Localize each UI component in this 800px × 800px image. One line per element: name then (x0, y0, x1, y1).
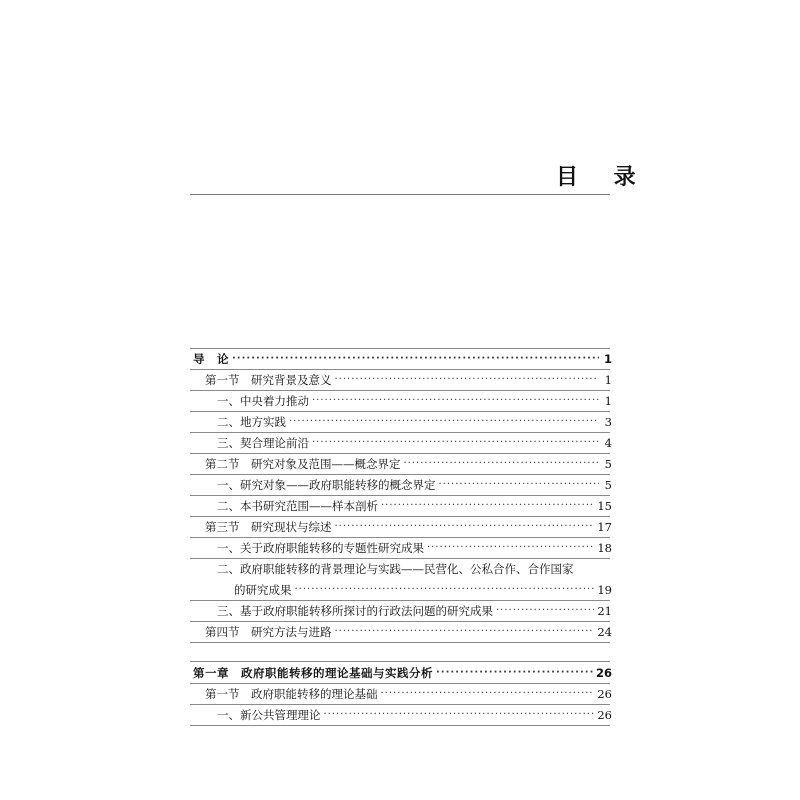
toc-page: 26 (597, 687, 612, 701)
toc-entry-section-4[interactable] (205, 621, 612, 639)
toc-entry-2-2[interactable] (217, 495, 612, 513)
toc-label: 第一节 政府职能转移的理论基础 (205, 687, 378, 701)
divider (190, 725, 610, 726)
toc-entry-section-3[interactable] (205, 516, 612, 534)
toc-page: 18 (597, 541, 612, 555)
toc-label: 第一章 政府职能转移的理论基础与实践分析 (193, 666, 433, 680)
leader-dots (335, 625, 595, 639)
leader-dots (439, 478, 600, 492)
leader-dots (324, 708, 595, 722)
leader-dots (381, 687, 595, 701)
leader-dots (381, 499, 594, 513)
leader-dots (404, 457, 600, 471)
toc-page: 1 (604, 394, 612, 408)
toc-label: 二、本书研究范围——样本剖析 (217, 499, 378, 513)
toc-page: 21 (597, 604, 612, 618)
toc-label: 第三节 研究现状与综述 (205, 520, 332, 534)
leader-dots (289, 415, 599, 429)
toc-entry-ch1-section-1[interactable] (205, 683, 612, 701)
toc-entry-3-3[interactable] (217, 600, 612, 618)
leader-dots (232, 352, 599, 366)
toc-entry-3-1[interactable] (217, 537, 612, 555)
toc-page: 5 (604, 478, 612, 492)
toc-entry-1-2[interactable] (217, 411, 612, 429)
toc-label: 导 论 (193, 352, 229, 366)
toc-entry-1-1[interactable] (217, 390, 612, 408)
toc-page: 1 (603, 352, 612, 366)
toc-entry-chapter-1[interactable] (193, 662, 612, 680)
toc-label: 二、政府职能转移的背景理论与实践——民营化、公私合作、合作国家 (217, 562, 574, 576)
toc-label-continued: 的研究成果 (234, 583, 292, 597)
toc-entry-intro[interactable] (193, 348, 612, 366)
toc-label: 第四节 研究方法与进路 (205, 625, 332, 639)
toc-label: 一、新公共管理理论 (217, 708, 321, 722)
toc-page: 19 (597, 583, 612, 597)
toc-label: 第一节 研究背景及意义 (205, 373, 332, 387)
toc-label: 第二节 研究对象及范围——概念界定 (205, 457, 401, 471)
toc-entry-section-1[interactable] (205, 369, 612, 387)
leader-dots (312, 394, 599, 408)
toc-page: 26 (597, 708, 612, 722)
toc-page: 24 (597, 625, 612, 639)
page-title: 目 录 (556, 165, 650, 190)
toc-label: 一、中央着力推动 (217, 394, 309, 408)
toc-label: 三、契合理论前沿 (217, 436, 309, 450)
toc-entry-section-2[interactable] (205, 453, 612, 471)
toc-entry-2-1[interactable] (217, 474, 612, 492)
toc-page: 26 (595, 666, 612, 680)
divider (190, 642, 610, 643)
leader-dots (312, 436, 599, 450)
toc-label: 一、关于政府职能转移的专题性研究成果 (217, 541, 424, 555)
toc-page: 4 (604, 436, 612, 450)
leader-dots (335, 520, 595, 534)
toc-label: 二、地方实践 (217, 415, 286, 429)
toc-entry-3-2[interactable] (234, 579, 612, 597)
toc-entry-3-2-line1[interactable] (217, 558, 574, 576)
toc-label: 一、研究对象——政府职能转移的概念界定 (217, 478, 436, 492)
toc-page: 17 (597, 520, 612, 534)
toc-page: 3 (604, 415, 612, 429)
toc-entry-ch1-1-1[interactable] (217, 704, 612, 722)
leader-dots (436, 666, 593, 680)
leader-dots (427, 541, 594, 555)
leader-dots (295, 583, 595, 597)
toc-page: 15 (597, 499, 612, 513)
toc-label: 三、基于政府职能转移所探讨的行政法问题的研究成果 (217, 604, 493, 618)
leader-dots (496, 604, 594, 618)
leader-dots (335, 373, 600, 387)
toc-entry-1-3[interactable] (217, 432, 612, 450)
toc-page: 1 (604, 373, 612, 387)
toc-page: 5 (604, 457, 612, 471)
